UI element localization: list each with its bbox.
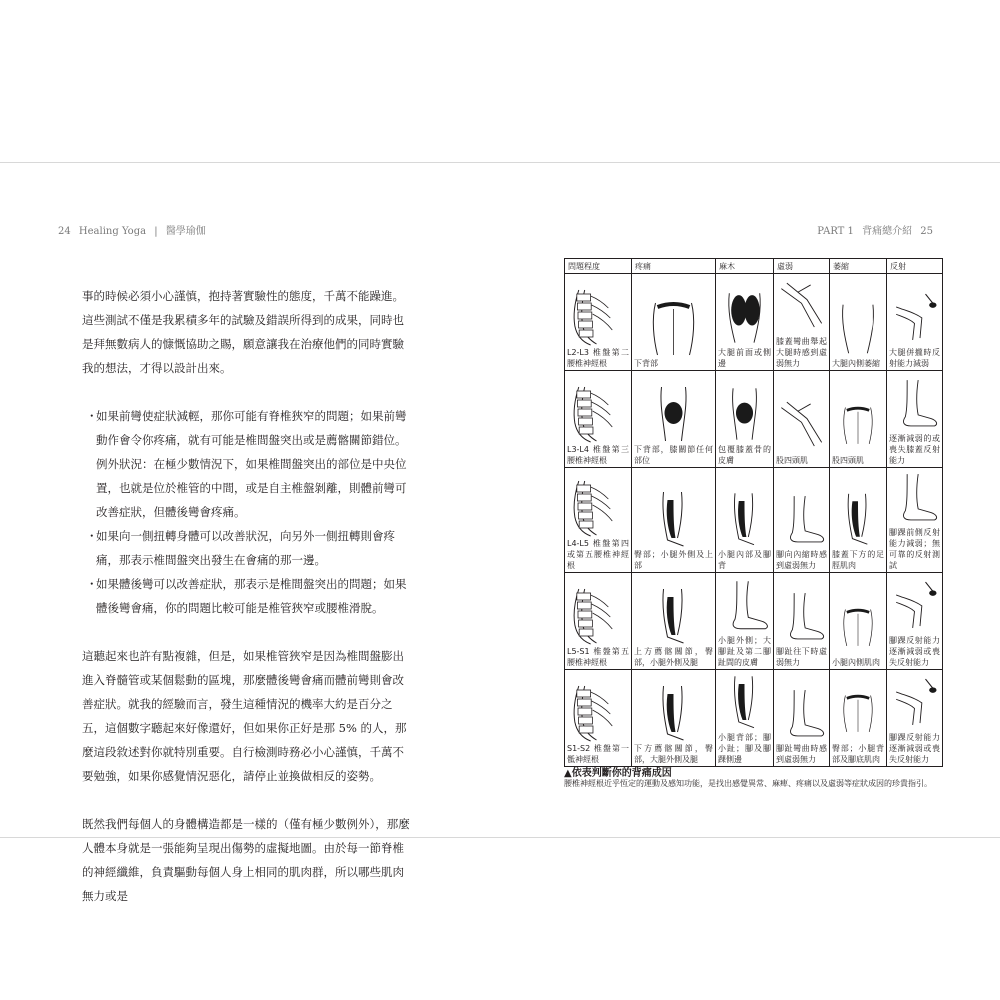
reflex-cell xyxy=(887,274,943,371)
numbness-cell xyxy=(716,670,774,767)
cell-text: 膝蓋彎曲舉起大腿時感到虛弱無力 xyxy=(776,337,827,368)
pain-cell xyxy=(632,468,716,573)
body-illustration xyxy=(632,490,715,548)
bullet-text: 如果向一側扭轉身體可以改善狀況，向另外一側扭轉則會疼痛，那表示椎間盤突出發生在會痛的那一邊。 xyxy=(96,529,395,567)
bullet-item xyxy=(82,572,412,620)
body-illustration xyxy=(830,598,886,656)
header-cell-level: 問題程度 xyxy=(565,259,632,274)
cell-text: 小腿內部及腳背 xyxy=(718,550,771,570)
right-page-number: 25 xyxy=(920,226,933,237)
cell-text: 下背部，膝關節任何部位 xyxy=(634,445,713,465)
header-cell-atrophy: 萎縮 xyxy=(830,259,887,274)
cell-text: 小腿背部；腳小趾；腳及腳踝側邊 xyxy=(718,733,771,764)
table-row xyxy=(565,274,943,371)
weakness-cell xyxy=(774,468,830,573)
body-illustration xyxy=(632,385,715,443)
body-illustration xyxy=(716,673,773,731)
spine-illustration xyxy=(565,385,631,443)
cell-text: 腳踝反射能力逐漸減弱或喪失反射能力 xyxy=(889,636,940,667)
atrophy-cell xyxy=(830,468,887,573)
body-illustration xyxy=(716,385,773,443)
body-illustration xyxy=(774,587,829,645)
body-illustration xyxy=(632,587,715,645)
spine-illustration xyxy=(565,587,631,645)
reflex-cell xyxy=(887,468,943,573)
level-cell xyxy=(565,274,632,371)
table-row xyxy=(565,468,943,573)
cell-text: 大腿內側萎縮 xyxy=(830,357,886,370)
cell-text: 腳趾彎曲時感到虛弱無力 xyxy=(776,744,827,764)
header-cell-numbness: 麻木 xyxy=(716,259,774,274)
body-illustration xyxy=(716,288,773,346)
reflex-cell xyxy=(887,573,943,670)
cell-text: 臀部；小腿背部及腳底肌肉 xyxy=(832,744,884,764)
body-illustration xyxy=(632,684,715,742)
cell-text: L4-L5 椎盤第四或第五腰椎神經根 xyxy=(567,539,629,570)
level-cell xyxy=(565,670,632,767)
cell-text: 下方薦髂關節，臀部，大腿外側及腿 xyxy=(634,744,713,764)
back-pain-diagnosis-table xyxy=(564,258,943,767)
numbness-cell xyxy=(716,573,774,670)
body-illustration xyxy=(887,374,942,432)
atrophy-cell xyxy=(830,371,887,468)
cell-text: 股四頭肌 xyxy=(830,454,886,467)
cell-text: 上方薦髂關節，臀部，小腿外側及腿 xyxy=(634,647,713,667)
cell-text: 包覆膝蓋骨的皮膚 xyxy=(718,445,771,465)
pain-cell xyxy=(632,274,716,371)
weakness-cell xyxy=(774,274,830,371)
weakness-cell xyxy=(774,573,830,670)
header-separator: | xyxy=(154,226,158,237)
cell-text: 腳向內縮時感到虛弱無力 xyxy=(776,550,827,570)
cell-text: 大腿前面或側邊 xyxy=(718,348,771,368)
reflex-cell xyxy=(887,371,943,468)
bullet-text: 如果體後彎可以改善症狀，那表示是椎間盤突出的問題；如果體後彎會痛，你的問題比較可能是椎管狹窄或腰椎滑脫。 xyxy=(96,577,407,615)
figure-caption-text: 腰椎神經根近乎恆定的運動及感知功能，是找出感覺異常、麻痺、疼痛以及虛弱等症狀成因的珍貴指引。 xyxy=(564,779,932,788)
pain-cell xyxy=(632,670,716,767)
table-row xyxy=(565,670,943,767)
body-illustration xyxy=(830,684,886,742)
header-cell-pain: 疼痛 xyxy=(632,259,716,274)
pain-cell xyxy=(632,371,716,468)
body-illustration xyxy=(774,490,829,548)
body-illustration xyxy=(716,490,773,548)
cell-text: 小腿內側肌肉 xyxy=(830,656,886,669)
bullet-dot: ・ xyxy=(86,409,98,423)
section-title: 背痛總介紹 xyxy=(862,226,913,237)
level-cell xyxy=(565,371,632,468)
book-title: Healing Yoga xyxy=(78,226,147,237)
bullet-text: 如果前彎使症狀減輕，那你可能有脊椎狹窄的問題；如果前彎動作會令你疼痛，就有可能是椎間盤突出或是薦髂關節錯位。例外狀況：在極少數情況下，如果椎間盤突出的部位是中央位置，也就是位於椎管的中間，或是自主椎盤剝離，則體前彎可改善症狀，但體後彎會疼痛。 xyxy=(96,409,407,519)
body-illustration xyxy=(887,576,942,634)
cell-text: 下背部 xyxy=(632,357,715,370)
atrophy-cell xyxy=(830,274,887,371)
book-title-chinese: 醫學瑜伽 xyxy=(165,226,206,237)
cell-text: L2-L3 椎盤第二腰椎神經根 xyxy=(567,348,629,368)
right-running-header xyxy=(817,222,938,237)
atrophy-cell xyxy=(830,670,887,767)
cell-text: L5-S1 椎盤第五腰椎神經根 xyxy=(567,647,629,667)
paragraph-2: 這聽起來也許有點複雜，但是，如果椎管狹窄是因為椎間盤膨出進入脊髓管或某個鬆動的區塊，那麼體後彎會痛而體前彎則會改善症狀。就我的經驗而言，發生這種情況的機率大約是百分之五，這個數字聽起來好像還好，但如果你正好是那 5% 的人，那麼這段敘述對你就特別重要。自行檢測時務必小心謹慎，千萬不要勉強，如果你感覺情況惡化，請停止並換做相反的姿勢。 xyxy=(82,649,407,783)
left-running-header xyxy=(58,222,211,237)
numbness-cell xyxy=(716,371,774,468)
level-cell xyxy=(565,468,632,573)
cell-text: 腳踝反射能力逐漸減弱或喪失反射能力 xyxy=(889,733,940,764)
cell-text: 腳趾往下時虛弱無力 xyxy=(776,647,827,667)
body-illustration xyxy=(774,277,829,335)
cell-text: 臀部；小腿外側及上部 xyxy=(634,550,713,570)
body-illustration xyxy=(887,468,942,526)
body-illustration xyxy=(887,288,942,346)
left-page-number: 24 xyxy=(58,226,71,237)
cell-text: 大腿併攏時反射能力減弱 xyxy=(889,348,940,368)
body-illustration xyxy=(830,396,886,454)
part-label: PART 1 xyxy=(817,226,854,237)
atrophy-cell xyxy=(830,573,887,670)
paragraph-1: 事的時候必須小心謹慎，抱持著實驗性的態度，千萬不能躁進。這些測試不僅是我累積多年的試驗及錯誤所得到的成果，同時也是拜無數病人的慷慨協助之賜，願意讓我在治療他們的同時實驗我的想法，才得以設計出來。 xyxy=(82,289,404,375)
weakness-cell xyxy=(774,371,830,468)
cell-text: 逐漸減弱的或喪失膝蓋反射能力 xyxy=(889,434,940,465)
numbness-cell xyxy=(716,468,774,573)
bullet-item xyxy=(82,524,412,572)
weakness-cell xyxy=(774,670,830,767)
spine-illustration xyxy=(565,479,631,537)
cell-text: 小腿外側；大腳趾及第二腳趾間的皮膚 xyxy=(718,636,771,667)
table-row xyxy=(565,371,943,468)
bullet-item xyxy=(82,404,412,524)
left-page-text xyxy=(82,284,412,908)
figure-caption-title: ▲依表判斷你的背痛成因 xyxy=(564,768,672,779)
level-cell xyxy=(565,573,632,670)
bullet-dot: ・ xyxy=(86,529,98,543)
body-illustration xyxy=(774,396,829,454)
spine-illustration xyxy=(565,288,631,346)
bullet-dot: ・ xyxy=(86,577,98,591)
pain-cell xyxy=(632,573,716,670)
cell-text: 股四頭肌 xyxy=(774,454,829,467)
paragraph-3: 既然我們每個人的身體構造都是一樣的（僅有極少數例外），那麼人體本身就是一張能夠呈現出傷勢的虛擬地圖。由於每一節脊椎的神經纖維，負責驅動每個人身上相同的肌肉群，所以哪些肌肉無力或是 xyxy=(82,817,410,903)
body-illustration xyxy=(830,490,886,548)
cell-text: 腳踝前側反射能力減弱；無可靠的反射測試 xyxy=(889,528,940,570)
numbness-cell xyxy=(716,274,774,371)
body-illustration xyxy=(887,673,942,731)
reflex-cell xyxy=(887,670,943,767)
cell-text: L3-L4 椎盤第三腰椎神經根 xyxy=(567,445,629,465)
cell-text: S1-S2 椎盤第一骶神經根 xyxy=(567,744,629,764)
header-cell-reflex: 反射 xyxy=(887,259,943,274)
body-illustration xyxy=(830,299,886,357)
body-illustration xyxy=(716,576,773,634)
cell-text: 膝蓋下方的足脛肌肉 xyxy=(832,550,884,570)
header-cell-weakness: 虛弱 xyxy=(774,259,830,274)
body-illustration xyxy=(632,299,715,357)
spine-illustration xyxy=(565,684,631,742)
body-illustration xyxy=(774,684,829,742)
table-row xyxy=(565,573,943,670)
table-header-row xyxy=(565,259,943,274)
